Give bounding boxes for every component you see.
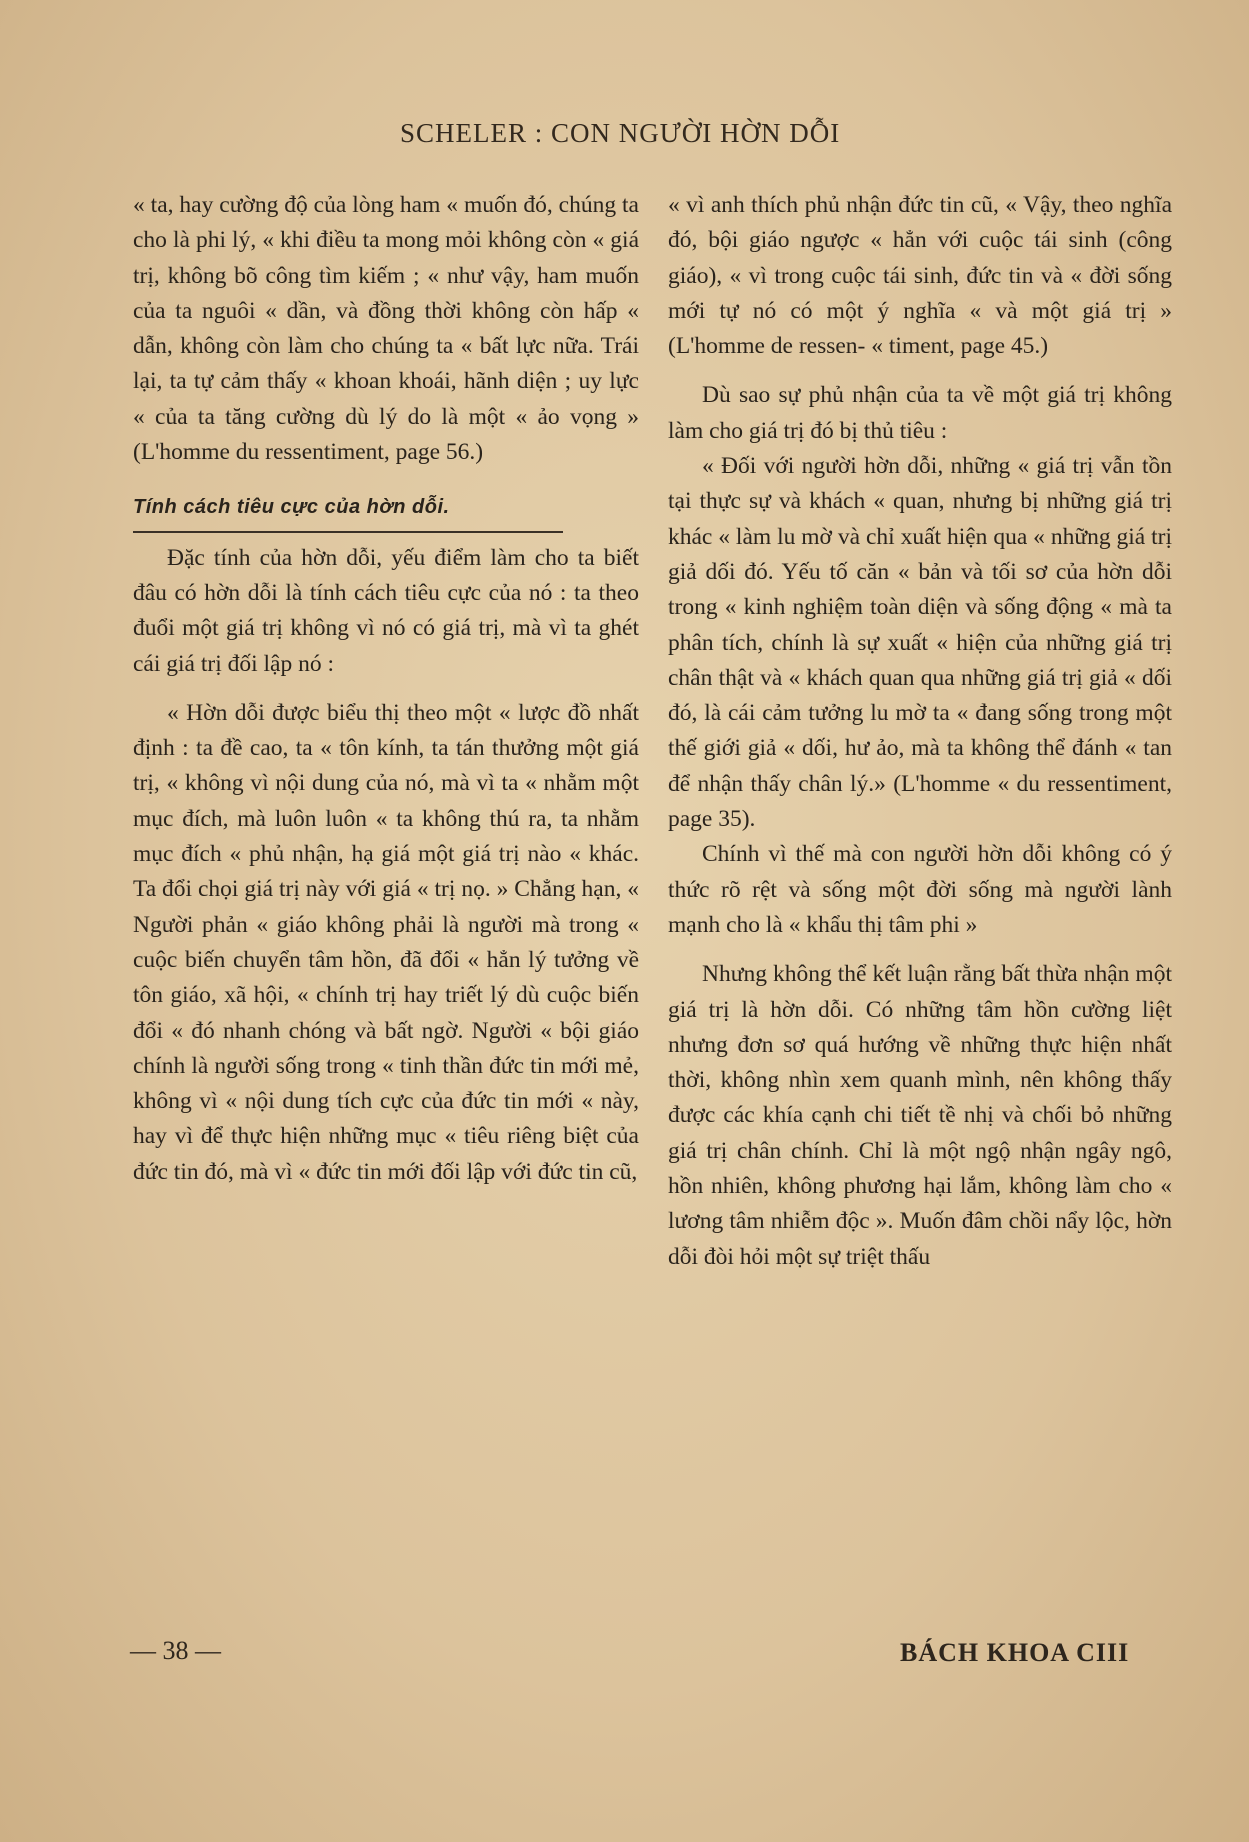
publication-footer: BÁCH KHOA CIII: [900, 1638, 1130, 1667]
page-number: — 38 —: [130, 1636, 221, 1665]
quote-paragraph: « vì anh thích phủ nhận đức tin cũ, « Vậy, theo nghĩa đó, bội giáo ngược « hẳn với cuộc tái sinh (công giáo), « vì trong cuộc tái sinh, đức tin và « đời sống mới tự nó có một ý nghĩa « và một giá trị » (L'homme de ressen- « timent, page 45.): [668, 192, 1172, 360]
quote-paragraph: « Hờn dỗi được biểu thị theo một « lược đồ nhất định : ta đề cao, ta « tôn kính, ta tán thưởng một giá trị, « không vì nội dung của nó, mà vì ta « nhằm một mục đích, mà luôn luôn « ta không thú ra, ta nhằm mục đích « phủ nhận, hạ giá một giá trị nào « khác. Ta đổi chọi giá trị này với giá « trị nọ. » Chẳng hạn, « Người phản « giáo không phải là người mà trong « cuộc biến chuyển tâm hồn, đã đổi « hẳn lý tưởng về tôn giáo, xã hội, « chính trị hay triết lý dù cuộc biến đổi « đó nhanh chóng và bất ngờ. Người « bội giáo chính là người sống trong « tinh thần đức tin mới mẻ, không vì « nội dung tích cực của đức tin mới « này, hay vì để thực hiện những mục « tiêu riêng biệt của đức tin đó, mà vì « đức tin mới đối lập với đức tin cũ,: [133, 699, 639, 1185]
left-column: [133, 188, 639, 1190]
body-paragraph: Chính vì thế mà con người hờn dỗi không có ý thức rõ rệt và sống một đời sống mà người lành mạnh cho là « khẩu thị tâm phi »: [668, 841, 1172, 938]
body-paragraph: Nhưng không thể kết luận rằng bất thừa nhận một giá trị là hờn dỗi. Có những tâm hồn cường liệt nhưng đơn sơ quá hướng về những thực hiện nhất thời, không nhìn xem quanh mình, nên không thấy được các khía cạnh chi tiết tề nhị và chối bỏ những giá trị chân chính. Chỉ là một ngộ nhận ngây ngô, hồn nhiên, không phương hại lắm, không làm cho « lương tâm nhiễm độc ». Muốn đâm chồi nẩy lộc, hờn dỗi đòi hỏi một sự triệt thấu: [668, 961, 1172, 1270]
running-header: SCHELER : CON NGƯỜI HỜN DỖI: [400, 118, 841, 148]
section-heading: Tính cách tiêu cực của hờn dỗi.: [133, 490, 563, 532]
right-column: [668, 188, 1172, 1275]
quote-paragraph: « ta, hay cường độ của lòng ham « muốn đó, chúng ta cho là phi lý, « khi điều ta mong mỏi không còn « giá trị, không bõ công tìm kiếm ; « như vậy, ham muốn của ta nguôi « dần, và đồng thời không còn hấp « dẫn, không còn làm cho chúng ta « bất lực nữa. Trái lại, ta tự cảm thấy « khoan khoái, hãnh diện ; uy lực « của ta tăng cường dù lý do là một « ảo vọng » (L'homme du ressentiment, page 56.): [133, 192, 639, 466]
body-paragraph: Dù sao sự phủ nhận của ta về một giá trị không làm cho giá trị đó bị thủ tiêu :: [668, 382, 1172, 444]
quote-paragraph: « Đối với người hờn dỗi, những « giá trị vẫn tồn tại thực sự và khách « quan, nhưng bị những giá trị khác « làm lu mờ và chỉ xuất hiện qua « những giá trị giả dối đó. Yếu tố căn « bản và tối sơ của hờn dỗi trong « kinh nghiệm toàn diện và sống động « mà ta phân tích, chính là sự xuất « hiện của những giá trị chân thật và « khách quan qua những giá trị giả « dối đó, là cái cảm tưởng lu mờ ta « đang sống trong một thế giới giả « dối, hư ảo, mà ta không thể đánh « tan để nhận thấy chân lý.» (L'homme « du ressentiment, page 35).: [668, 453, 1172, 833]
body-paragraph: Đặc tính của hờn dỗi, yếu điểm làm cho ta biết đâu có hờn dỗi là tính cách tiêu cực của nó : ta theo đuổi một giá trị không vì nó có giá trị, mà vì ta ghét cái giá trị đối lập nó :: [133, 544, 639, 677]
